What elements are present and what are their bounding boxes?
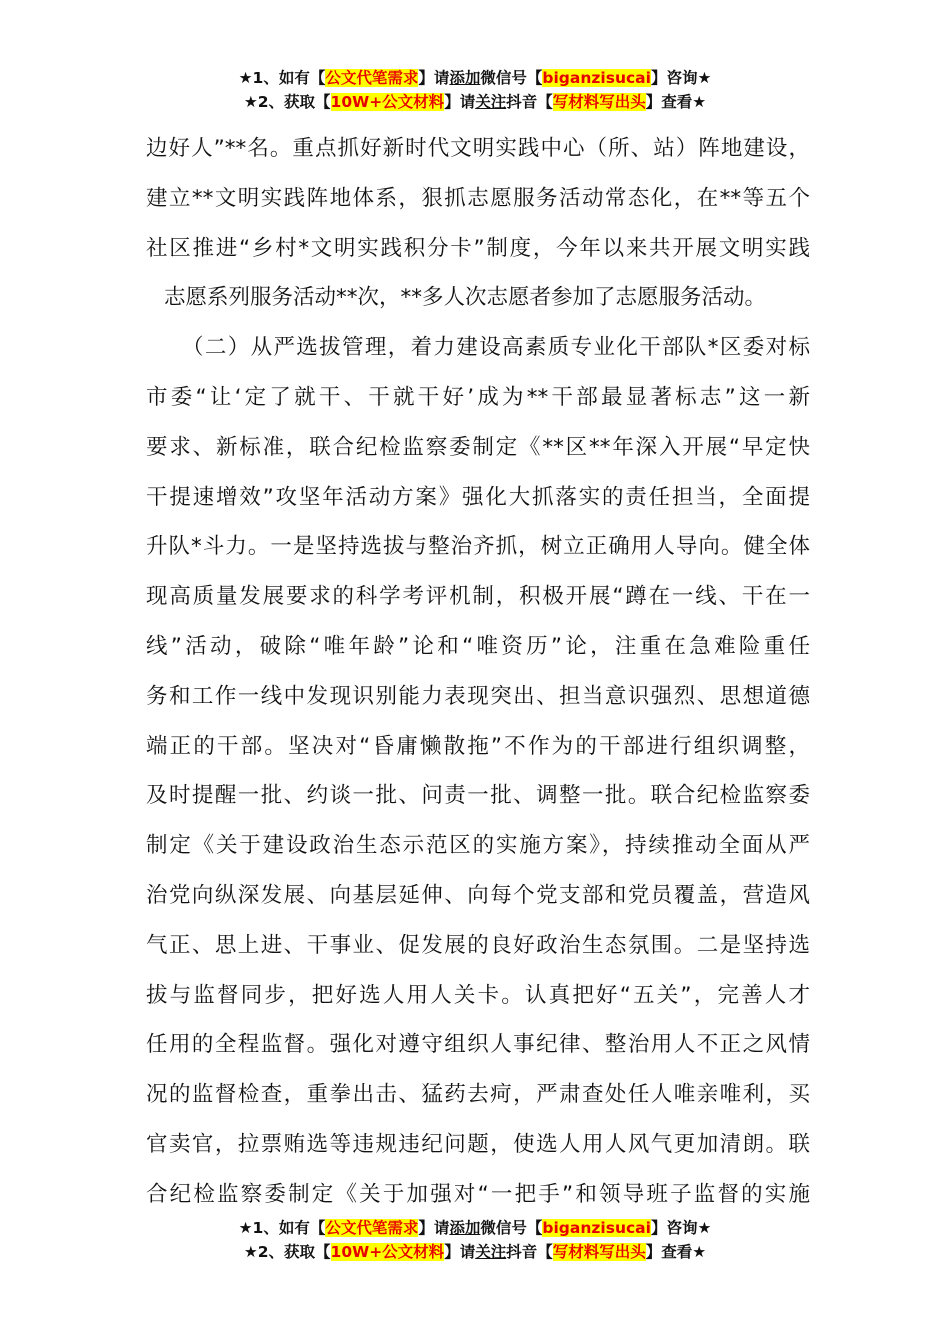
banner-highlight: biganzisucai <box>542 69 651 87</box>
body-line: 况的监督检查，重拳出击、猛药去疴，严肃查处任人唯亲唯利，买 <box>146 1082 810 1108</box>
banner-underlined-text: 关注 <box>475 1243 507 1261</box>
banner-text: 】请 <box>444 1243 476 1261</box>
banner-highlight: 公文代笔需求 <box>325 69 419 87</box>
banner-underlined-text: 添加 <box>449 69 481 87</box>
body-line: 任用的全程监督。强化对遵守组织人事纪律、整治用人不正之风情 <box>146 1032 810 1058</box>
body-line: 要求、新标准，联合纪检监察委制定《**区**年深入开展“早定快 <box>146 434 810 460</box>
banner-text: ★2、获取【 <box>243 93 331 111</box>
body-line: 社区推进“乡村*文明实践积分卡”制度，今年以来共开展文明实践 <box>146 235 810 261</box>
banner-text: 】咨询★ <box>650 1219 712 1237</box>
body-line: 及时提醒一批、约谈一批、问责一批、调整一批。联合纪检监察委 <box>146 783 810 809</box>
body-line: 气正、思上进、干事业、促发展的良好政治生态氛围。二是坚持选 <box>146 932 810 958</box>
body-line: 制定《关于建设政治生态示范区的实施方案》，持续推动全面从严 <box>146 833 810 859</box>
banner-text: ★1、如有【 <box>238 1219 326 1237</box>
body-line: （二）从严选拔管理，着力建设高素质专业化干部队*区委对标 <box>182 335 810 361</box>
body-line: 现高质量发展要求的科学考评机制，积极开展“蹲在一线、干在一 <box>146 584 810 610</box>
body-line: 官卖官，拉票贿选等违规违纪问题，使选人用人风气更加清朗。联 <box>146 1131 810 1157</box>
banner-highlight: 10W+公文材料 <box>330 93 445 111</box>
header-banner-line-2 <box>0 90 950 114</box>
banner-text: 】请 <box>444 93 476 111</box>
body-line: 志愿系列服务活动**次，**多人次志愿者参加了志愿服务活动。 <box>164 285 767 311</box>
banner-text: ★1、如有【 <box>238 69 326 87</box>
footer-banner-line-1 <box>0 1216 950 1240</box>
body-line: 线”活动，破除“唯年龄”论和“唯资历”论，注重在急难险重任 <box>146 633 810 659</box>
header-banner <box>0 66 950 114</box>
body-line: 干提速增效”攻坚年活动方案》强化大抓落实的责任担当，全面提 <box>146 484 810 510</box>
body-line: 边好人”**名。重点抓好新时代文明实践中心（所、站）阵地建设， <box>146 136 810 161</box>
footer-banner-line-2 <box>0 1240 950 1264</box>
footer-banner <box>0 1216 950 1264</box>
body-line: 市委“让‘定了就干、干就干好’成为**干部最显著标志”这一新 <box>146 384 810 410</box>
banner-highlight: 写材料写出头 <box>552 1243 646 1261</box>
header-banner-line-1 <box>0 66 950 90</box>
banner-text: 】查看★ <box>645 93 707 111</box>
banner-text: 抖音【 <box>506 93 553 111</box>
banner-text: 微信号【 <box>480 1219 543 1237</box>
body-line: 治党向纵深发展、向基层延伸、向每个党支部和党员覆盖，营造风 <box>146 882 810 908</box>
banner-text: 】查看★ <box>645 1243 707 1261</box>
banner-highlight: 公文代笔需求 <box>325 1219 419 1237</box>
banner-text: 抖音【 <box>506 1243 553 1261</box>
banner-highlight: biganzisucai <box>542 1219 651 1237</box>
banner-text: 】请 <box>418 1219 450 1237</box>
body-line: 端正的干部。坚决对“昏庸懒散拖”不作为的干部进行组织调整， <box>146 733 810 759</box>
banner-underlined-text: 添加 <box>449 1219 481 1237</box>
banner-text: ★2、获取【 <box>243 1243 331 1261</box>
body-line: 拔与监督同步，把好选人用人关卡。认真把好“五关”，完善人才 <box>146 982 810 1008</box>
banner-highlight: 10W+公文材料 <box>330 1243 445 1261</box>
banner-text: 微信号【 <box>480 69 543 87</box>
banner-text: 】咨询★ <box>650 69 712 87</box>
banner-underlined-text: 关注 <box>475 93 507 111</box>
banner-highlight: 写材料写出头 <box>552 93 646 111</box>
body-line: 务和工作一线中发现识别能力表现突出、担当意识强烈、思想道德 <box>146 683 810 709</box>
body-line: 建立**文明实践阵地体系，狠抓志愿服务活动常态化，在**等五个 <box>146 185 810 211</box>
body-line: 合纪检监察委制定《关于加强对“一把手”和领导班子监督的实施 <box>146 1181 810 1207</box>
body-line: 升队*斗力。一是坚持选拔与整治齐抓，树立正确用人导向。健全体 <box>146 534 810 560</box>
document-body <box>146 124 810 1220</box>
banner-text: 】请 <box>418 69 450 87</box>
